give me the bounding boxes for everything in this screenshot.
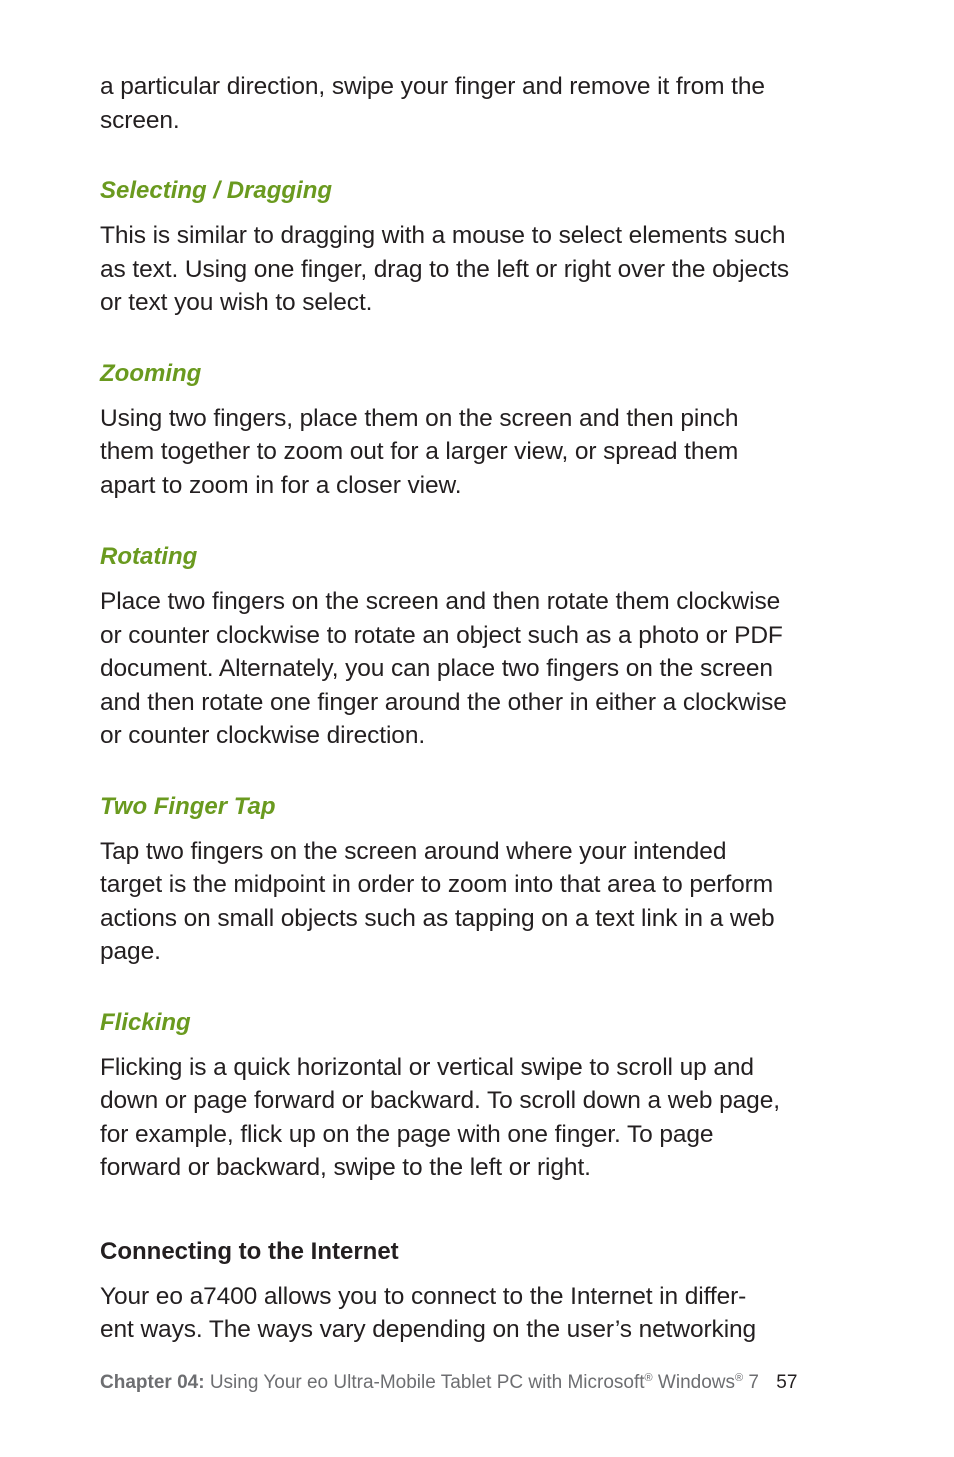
paragraph-rotating (100, 585, 860, 753)
intro-line: a particular direction, swipe your finger and remove it from the (100, 73, 765, 100)
paragraph-line: or counter clockwise direction. (100, 722, 426, 749)
paragraph-line: or text you wish to select. (100, 289, 373, 316)
paragraph-line: or counter clockwise to rotate an object such as a photo or PDF (100, 621, 783, 649)
paragraph-line: document. Alternately, you can place two fingers on the screen (100, 655, 773, 682)
paragraph-line: Flicking is a quick horizontal or vertical swipe to scroll up and (100, 1053, 754, 1081)
paragraph-selecting-dragging (100, 219, 860, 320)
paragraph-line: down or page forward or backward. To scroll down a web page, (100, 1087, 780, 1114)
paragraph-line: apart to zoom in for a closer view. (100, 471, 462, 499)
footer-chapter-label: Chapter 04: (100, 1372, 205, 1393)
paragraph-line: them together to zoom out for a larger view, or spread them (100, 438, 739, 465)
paragraph-line: actions on small objects such as tapping on a text link in a web (100, 904, 775, 932)
paragraph-line: ent ways. The ways vary depending on the user’s networking (100, 1316, 757, 1343)
paragraph-line: Place two fingers on the screen and then rotate them clockwise (100, 588, 781, 615)
heading-flicking: Flicking (100, 1008, 191, 1036)
paragraph-flicking (100, 1051, 860, 1185)
paragraph-line: Your eo a7400 allows you to connect to the Internet in differ- (100, 1282, 747, 1310)
paragraph-line: for example, flick up on the page with one finger. To page (100, 1120, 714, 1148)
paragraph-line: and then rotate one finger around the other in either a clockwise (100, 688, 787, 716)
heading-selecting-dragging: Selecting / Dragging (100, 177, 333, 204)
paragraph-line: target is the midpoint in order to zoom into that area to perform (100, 871, 774, 898)
paragraph-connecting-internet (100, 1280, 860, 1347)
heading-zooming: Zooming (100, 359, 202, 387)
paragraph-line: This is similar to dragging with a mouse to select elements such (100, 222, 786, 249)
paragraph-line: Tap two fingers on the screen around where your intended (100, 837, 727, 865)
page-content (100, 70, 860, 1347)
heading-rotating: Rotating (100, 543, 198, 570)
page-number: 57 (776, 1372, 798, 1393)
intro-line: screen. (100, 106, 180, 134)
paragraph-line: Using two fingers, place them on the screen and then pinch (100, 404, 739, 432)
heading-connecting-internet: Connecting to the Internet (100, 1237, 399, 1265)
paragraph-line: page. (100, 938, 161, 965)
paragraph-line: as text. Using one finger, drag to the left or right over the objects (100, 255, 790, 283)
heading-two-finger-tap: Two Finger Tap (100, 792, 276, 820)
intro-paragraph (100, 70, 860, 137)
page-footer (100, 1370, 860, 1396)
paragraph-line: forward or backward, swipe to the left or right. (100, 1154, 591, 1181)
paragraph-zooming (100, 402, 860, 503)
paragraph-two-finger-tap (100, 835, 860, 969)
footer-chapter-title: Using Your eo Ultra-Mobile Tablet PC with Microsoft® Windows® 7 (209, 1372, 759, 1393)
